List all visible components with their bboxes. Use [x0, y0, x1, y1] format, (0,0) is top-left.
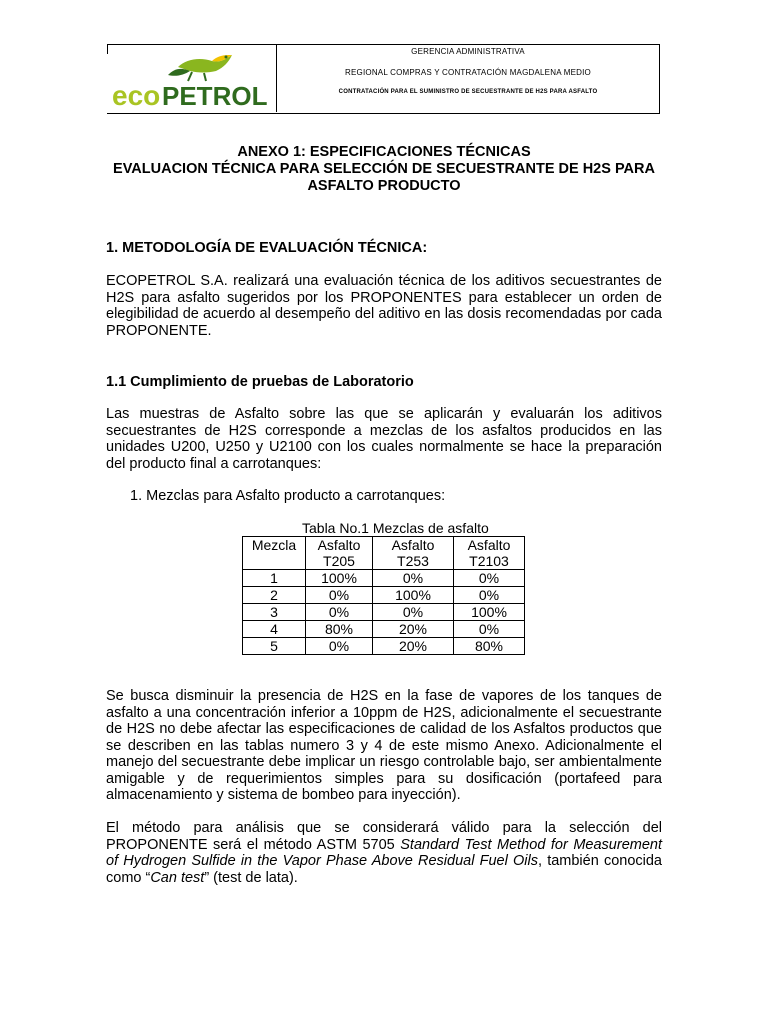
- list-item-1: 1. Mezclas para Asfalto producto a carrotanques:: [130, 488, 446, 504]
- header-line-2: REGIONAL COMPRAS Y CONTRATACIÓN MAGDALENA MEDIO: [345, 68, 591, 77]
- header-line-3: CONTRATACIÓN PARA EL SUMINISTRO DE SECUESTRANTE DE H2S PARA ASFALTO: [338, 89, 598, 95]
- mezclas-table: [242, 536, 525, 655]
- table-cell: 100%: [373, 587, 454, 604]
- table-cell: 20%: [373, 638, 454, 655]
- section-1-paragraph: ECOPETROL S.A. realizará una evaluación técnica de los aditivos secuestrantes de H2S para asfalto sugeridos por los PROPONENTES para establecer un orden de elegibilidad de acuerdo al desempeño del aditivo en las dosis recomendadas por cada PROPONENTE.: [106, 273, 662, 339]
- table-cell: 0%: [454, 621, 525, 638]
- section-1-heading: 1. METODOLOGÍA DE EVALUACIÓN TÉCNICA:: [106, 240, 428, 256]
- header-line-1: GERENCIA ADMINISTRATIVA: [411, 47, 525, 56]
- table-row: [243, 570, 525, 587]
- table-cell: 0%: [454, 587, 525, 604]
- method-paragraph: El método para análisis que se considerará válido para la selección del PROPONENTE será el método ASTM 5705 Standard Test Method for Measurement of Hydrogen Sulfide in the Vapor Phase Above Residual Fuel Oils, también conocida como “Can test” (test de lata).: [106, 820, 662, 886]
- document-title-line-2: EVALUACION TÉCNICA PARA SELECCIÓN DE SECUESTRANTE DE H2S PARA: [113, 161, 655, 177]
- table-cell: 3: [243, 604, 306, 621]
- table-cell: 0%: [454, 570, 525, 587]
- table-row: [243, 604, 525, 621]
- document-title-line-3: ASFALTO PRODUCTO: [307, 178, 461, 194]
- table-caption: Tabla No.1 Mezclas de asfalto: [302, 520, 489, 536]
- table-row: [243, 621, 525, 638]
- svg-text:PETROL: PETROL: [162, 81, 268, 111]
- table-cell: 4: [243, 621, 306, 638]
- svg-text:eco: eco: [112, 80, 161, 111]
- table-cell: 0%: [306, 604, 373, 621]
- table-cell: 2: [243, 587, 306, 604]
- table-cell: 1: [243, 570, 306, 587]
- table-cell: 0%: [306, 587, 373, 604]
- ecopetrol-logo: [108, 45, 274, 111]
- requirements-paragraph: Se busca disminuir la presencia de H2S en la fase de vapores de los tanques de asfalto a una concentración inferior a 10ppm de H2S, adicionalmente el secuestrante de H2S no debe afectar las especificaciones de calidad de los Asfaltos productos que se describen en las tablas numero 3 y 4 de este mismo Anexo. Adicionalmente el manejo del secuestrante debe implicar un riesgo controlable bajo, ser ambientalmente amigable y de requerimientos simples para su dosificación (portafeed para almacenamiento y sistema de bombeo para inyección).: [106, 688, 662, 803]
- table-cell: 20%: [373, 621, 454, 638]
- table-header-cell: Mezcla: [243, 537, 306, 570]
- table-cell: 0%: [373, 570, 454, 587]
- table-cell: 80%: [306, 621, 373, 638]
- section-1-1-paragraph: Las muestras de Asfalto sobre las que se aplicarán y evaluarán los aditivos secuestrantes de H2S corresponde a mezclas de los asfaltos producidos en las unidades U200, U250 y U2100 con los cuales normalmente se hace la preparación del producto final a carrotanques:: [106, 406, 662, 472]
- table-cell: 0%: [373, 604, 454, 621]
- header-text-block: [277, 44, 659, 112]
- table-header-cell: Asfalto T205: [306, 537, 373, 570]
- document-title-line-1: ANEXO 1: ESPECIFICACIONES TÉCNICAS: [237, 144, 531, 160]
- table-header-row: [243, 537, 525, 570]
- table-cell: 0%: [306, 638, 373, 655]
- section-1-1-heading: 1.1 Cumplimiento de pruebas de Laboratorio: [106, 374, 414, 390]
- table-cell: 100%: [454, 604, 525, 621]
- table-cell: 80%: [454, 638, 525, 655]
- table-cell: 5: [243, 638, 306, 655]
- table-header-cell: Asfalto T253: [373, 537, 454, 570]
- table-cell: 100%: [306, 570, 373, 587]
- table-header-cell: Asfalto T2103: [454, 537, 525, 570]
- table-row: [243, 638, 525, 655]
- table-row: [243, 587, 525, 604]
